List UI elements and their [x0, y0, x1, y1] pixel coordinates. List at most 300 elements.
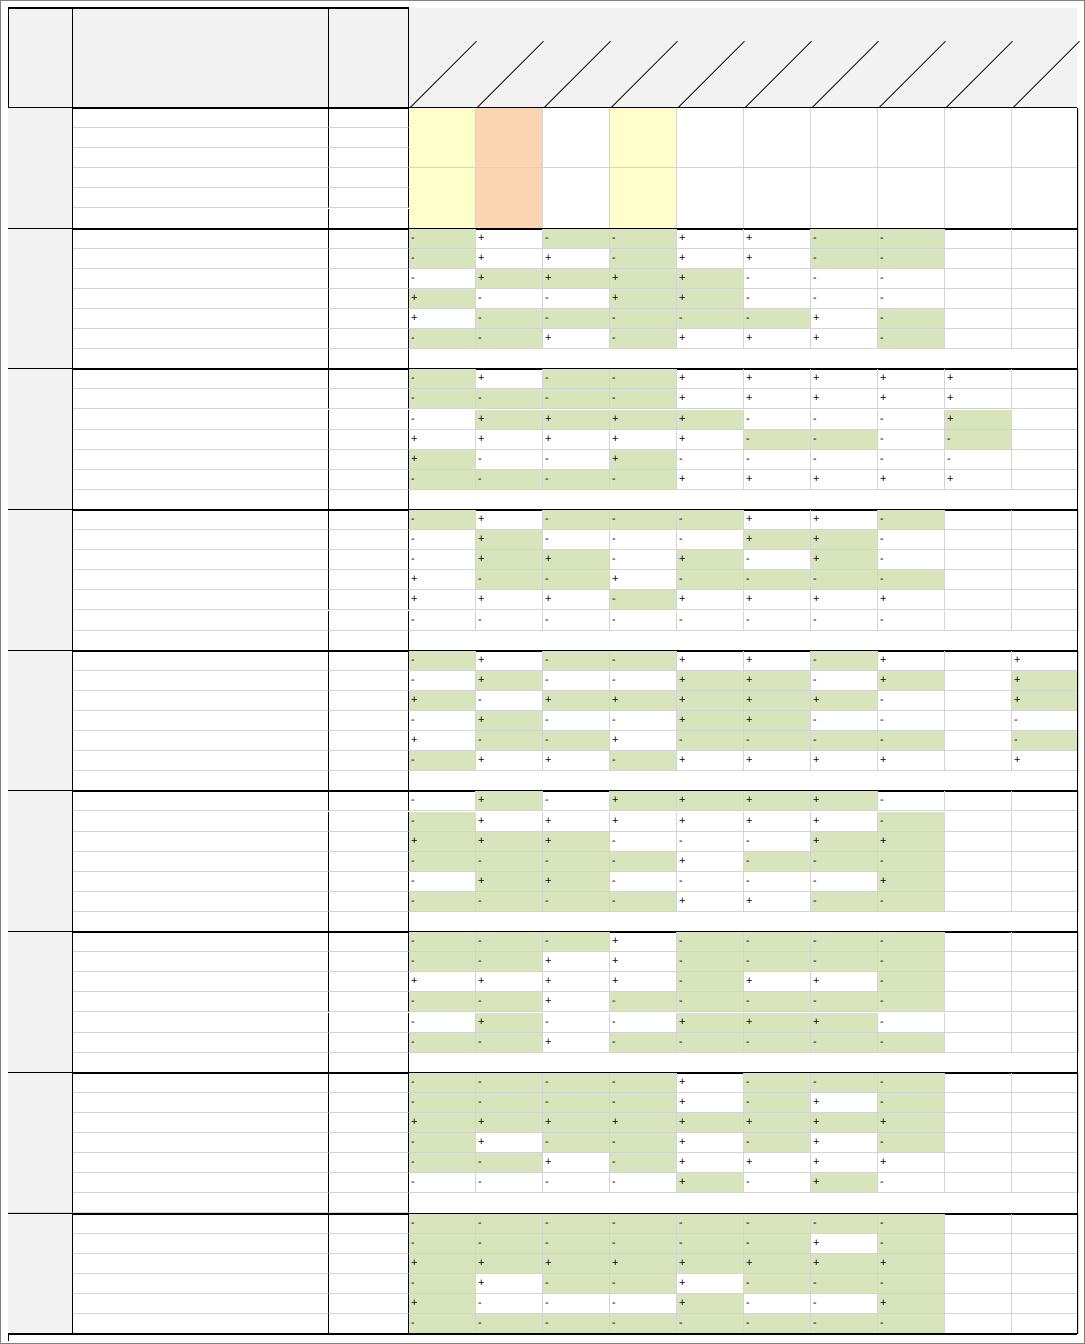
prediction-mark[interactable]: - — [543, 530, 610, 550]
prediction-mark[interactable]: + — [476, 249, 543, 269]
prediction-mark[interactable]: - — [811, 852, 878, 872]
prediction-mark[interactable]: + — [610, 972, 677, 992]
prediction-mark[interactable]: + — [811, 309, 878, 329]
prediction-mark[interactable]: - — [409, 751, 476, 771]
prediction-mark[interactable]: - — [811, 952, 878, 972]
prediction-mark[interactable]: + — [677, 590, 744, 610]
prediction-mark[interactable]: - — [811, 249, 878, 269]
prediction-mark[interactable]: - — [543, 892, 610, 912]
prediction-mark[interactable]: - — [945, 430, 1012, 450]
prediction-mark[interactable]: + — [878, 671, 945, 691]
prediction-mark[interactable]: - — [811, 1033, 878, 1053]
prediction-mark[interactable]: - — [811, 892, 878, 912]
prediction-mark[interactable]: + — [409, 832, 476, 852]
prediction-mark[interactable]: - — [476, 1234, 543, 1254]
prediction-mark[interactable]: + — [811, 832, 878, 852]
prediction-mark[interactable]: + — [677, 1153, 744, 1173]
prediction-mark[interactable]: - — [476, 470, 543, 490]
prediction-mark[interactable]: - — [811, 932, 878, 952]
prediction-mark[interactable]: + — [878, 872, 945, 892]
prediction-mark[interactable]: - — [610, 329, 677, 349]
prediction-mark[interactable]: + — [543, 972, 610, 992]
prediction-mark[interactable]: + — [677, 791, 744, 811]
prediction-mark[interactable]: + — [543, 269, 610, 289]
prediction-mark[interactable]: + — [677, 289, 744, 309]
prediction-mark[interactable]: - — [543, 791, 610, 811]
prediction-mark[interactable]: - — [409, 249, 476, 269]
prediction-mark[interactable]: - — [476, 1093, 543, 1113]
prediction-mark[interactable]: - — [744, 289, 811, 309]
prediction-mark[interactable]: + — [677, 550, 744, 570]
prediction-mark[interactable]: + — [543, 992, 610, 1012]
prediction-mark[interactable]: + — [476, 510, 543, 530]
prediction-mark[interactable]: + — [677, 269, 744, 289]
prediction-mark[interactable]: + — [811, 1093, 878, 1113]
prediction-mark[interactable]: + — [744, 510, 811, 530]
prediction-mark[interactable]: + — [878, 1113, 945, 1133]
prediction-mark[interactable]: + — [476, 229, 543, 249]
prediction-mark[interactable]: - — [811, 611, 878, 631]
prediction-mark[interactable]: + — [677, 329, 744, 349]
prediction-mark[interactable]: - — [744, 852, 811, 872]
prediction-mark[interactable]: - — [1012, 731, 1079, 751]
prediction-mark[interactable]: + — [409, 1113, 476, 1133]
prediction-mark[interactable]: + — [610, 269, 677, 289]
prediction-mark[interactable]: - — [409, 1314, 476, 1334]
prediction-mark[interactable]: - — [744, 1073, 811, 1093]
prediction-mark[interactable]: + — [543, 329, 610, 349]
prediction-mark[interactable]: + — [677, 470, 744, 490]
prediction-mark[interactable]: + — [476, 1013, 543, 1033]
prediction-mark[interactable]: + — [610, 1113, 677, 1133]
prediction-mark[interactable]: - — [878, 1214, 945, 1234]
prediction-mark[interactable]: - — [677, 1214, 744, 1234]
prediction-mark[interactable]: - — [610, 530, 677, 550]
prediction-mark[interactable]: - — [543, 671, 610, 691]
prediction-mark[interactable]: + — [677, 430, 744, 450]
prediction-mark[interactable]: - — [543, 1173, 610, 1193]
prediction-mark[interactable]: - — [878, 952, 945, 972]
prediction-mark[interactable]: - — [476, 992, 543, 1012]
prediction-mark[interactable]: + — [1012, 671, 1079, 691]
prediction-mark[interactable]: - — [744, 932, 811, 952]
prediction-mark[interactable]: + — [409, 309, 476, 329]
prediction-mark[interactable]: - — [610, 892, 677, 912]
prediction-mark[interactable]: - — [543, 932, 610, 952]
prediction-mark[interactable]: - — [409, 229, 476, 249]
prediction-mark[interactable]: - — [677, 952, 744, 972]
prediction-mark[interactable]: - — [476, 731, 543, 751]
prediction-mark[interactable]: - — [409, 510, 476, 530]
prediction-mark[interactable]: - — [610, 832, 677, 852]
prediction-mark[interactable]: - — [677, 611, 744, 631]
prediction-mark[interactable]: - — [610, 751, 677, 771]
prediction-mark[interactable]: + — [610, 691, 677, 711]
prediction-mark[interactable]: + — [610, 570, 677, 590]
prediction-mark[interactable]: - — [543, 852, 610, 872]
prediction-mark[interactable]: + — [677, 410, 744, 430]
prediction-mark[interactable]: - — [610, 1314, 677, 1334]
prediction-mark[interactable]: - — [945, 450, 1012, 470]
prediction-mark[interactable]: - — [409, 1234, 476, 1254]
prediction-mark[interactable]: + — [476, 872, 543, 892]
prediction-mark[interactable]: + — [610, 1254, 677, 1274]
prediction-mark[interactable]: + — [409, 972, 476, 992]
prediction-mark[interactable]: - — [811, 1274, 878, 1294]
prediction-mark[interactable]: + — [811, 1173, 878, 1193]
prediction-mark[interactable]: + — [476, 269, 543, 289]
prediction-mark[interactable]: + — [677, 1173, 744, 1193]
prediction-mark[interactable]: - — [878, 892, 945, 912]
prediction-mark[interactable]: + — [811, 389, 878, 409]
prediction-mark[interactable]: - — [610, 249, 677, 269]
prediction-mark[interactable]: + — [409, 590, 476, 610]
prediction-mark[interactable]: + — [878, 1254, 945, 1274]
prediction-mark[interactable]: + — [744, 329, 811, 349]
prediction-mark[interactable]: + — [878, 1294, 945, 1314]
prediction-mark[interactable]: - — [744, 410, 811, 430]
prediction-mark[interactable]: + — [744, 751, 811, 771]
prediction-mark[interactable]: - — [610, 992, 677, 1012]
prediction-mark[interactable]: - — [543, 289, 610, 309]
prediction-mark[interactable]: - — [409, 369, 476, 389]
prediction-mark[interactable]: + — [409, 450, 476, 470]
prediction-mark[interactable]: + — [543, 1033, 610, 1053]
prediction-mark[interactable]: + — [878, 369, 945, 389]
prediction-mark[interactable]: + — [744, 530, 811, 550]
prediction-mark[interactable]: - — [543, 470, 610, 490]
prediction-mark[interactable]: - — [476, 1294, 543, 1314]
prediction-mark[interactable]: - — [744, 611, 811, 631]
prediction-mark[interactable]: - — [878, 1093, 945, 1113]
prediction-mark[interactable]: + — [610, 932, 677, 952]
prediction-mark[interactable]: + — [409, 430, 476, 450]
prediction-mark[interactable]: - — [543, 1093, 610, 1113]
prediction-mark[interactable]: + — [610, 289, 677, 309]
prediction-mark[interactable]: + — [878, 470, 945, 490]
prediction-mark[interactable]: - — [811, 711, 878, 731]
prediction-mark[interactable]: + — [677, 812, 744, 832]
prediction-mark[interactable]: + — [409, 289, 476, 309]
prediction-mark[interactable]: - — [878, 932, 945, 952]
prediction-mark[interactable]: + — [945, 389, 1012, 409]
prediction-mark[interactable]: - — [610, 611, 677, 631]
prediction-mark[interactable]: + — [476, 1113, 543, 1133]
prediction-mark[interactable]: + — [543, 410, 610, 430]
prediction-mark[interactable]: - — [409, 550, 476, 570]
prediction-mark[interactable]: - — [409, 1013, 476, 1033]
prediction-mark[interactable]: - — [811, 570, 878, 590]
prediction-mark[interactable]: + — [677, 1013, 744, 1033]
prediction-mark[interactable]: + — [811, 1013, 878, 1033]
prediction-mark[interactable]: - — [610, 369, 677, 389]
prediction-mark[interactable]: + — [744, 671, 811, 691]
prediction-mark[interactable]: - — [677, 731, 744, 751]
prediction-mark[interactable]: - — [811, 450, 878, 470]
prediction-mark[interactable]: - — [543, 1294, 610, 1314]
prediction-mark[interactable]: - — [409, 791, 476, 811]
prediction-mark[interactable]: - — [878, 611, 945, 631]
prediction-mark[interactable]: - — [543, 1314, 610, 1334]
prediction-mark[interactable]: + — [811, 1113, 878, 1133]
prediction-mark[interactable]: - — [878, 269, 945, 289]
prediction-mark[interactable]: - — [610, 510, 677, 530]
prediction-mark[interactable]: - — [878, 1133, 945, 1153]
prediction-mark[interactable]: - — [610, 651, 677, 671]
prediction-mark[interactable]: + — [677, 671, 744, 691]
prediction-mark[interactable]: - — [878, 1013, 945, 1033]
prediction-mark[interactable]: - — [744, 269, 811, 289]
prediction-mark[interactable]: - — [476, 691, 543, 711]
prediction-mark[interactable]: - — [1012, 711, 1079, 731]
prediction-mark[interactable]: - — [610, 1234, 677, 1254]
prediction-mark[interactable]: - — [744, 952, 811, 972]
prediction-mark[interactable]: - — [878, 550, 945, 570]
prediction-mark[interactable]: + — [476, 1274, 543, 1294]
prediction-mark[interactable]: + — [476, 430, 543, 450]
prediction-mark[interactable]: - — [409, 1133, 476, 1153]
prediction-mark[interactable]: + — [811, 510, 878, 530]
prediction-mark[interactable]: + — [543, 430, 610, 450]
prediction-mark[interactable]: + — [610, 410, 677, 430]
prediction-mark[interactable]: - — [878, 731, 945, 751]
prediction-mark[interactable]: + — [409, 1254, 476, 1274]
prediction-mark[interactable]: + — [811, 550, 878, 570]
prediction-mark[interactable]: - — [476, 570, 543, 590]
prediction-mark[interactable]: - — [409, 952, 476, 972]
prediction-mark[interactable]: - — [744, 550, 811, 570]
prediction-mark[interactable]: - — [878, 249, 945, 269]
prediction-mark[interactable]: + — [811, 1153, 878, 1173]
prediction-mark[interactable]: + — [945, 410, 1012, 430]
prediction-mark[interactable]: + — [811, 1254, 878, 1274]
prediction-mark[interactable]: - — [476, 1214, 543, 1234]
prediction-mark[interactable]: - — [677, 1234, 744, 1254]
prediction-mark[interactable]: - — [409, 852, 476, 872]
prediction-mark[interactable]: + — [878, 832, 945, 852]
prediction-mark[interactable]: + — [476, 751, 543, 771]
prediction-mark[interactable]: + — [677, 1073, 744, 1093]
prediction-mark[interactable]: - — [677, 1033, 744, 1053]
prediction-mark[interactable]: - — [409, 872, 476, 892]
prediction-mark[interactable]: + — [610, 731, 677, 751]
prediction-mark[interactable]: - — [878, 410, 945, 430]
prediction-mark[interactable]: + — [476, 530, 543, 550]
prediction-mark[interactable]: - — [543, 651, 610, 671]
prediction-mark[interactable]: + — [811, 530, 878, 550]
prediction-mark[interactable]: + — [610, 952, 677, 972]
prediction-mark[interactable]: - — [811, 992, 878, 1012]
prediction-mark[interactable]: - — [811, 410, 878, 430]
prediction-mark[interactable]: - — [409, 470, 476, 490]
prediction-mark[interactable]: - — [476, 892, 543, 912]
prediction-mark[interactable]: - — [409, 269, 476, 289]
prediction-mark[interactable]: - — [811, 872, 878, 892]
prediction-mark[interactable]: - — [878, 329, 945, 349]
prediction-mark[interactable]: - — [744, 1294, 811, 1314]
prediction-mark[interactable]: + — [476, 651, 543, 671]
prediction-mark[interactable]: + — [744, 249, 811, 269]
prediction-mark[interactable]: + — [677, 1093, 744, 1113]
prediction-mark[interactable]: + — [811, 470, 878, 490]
prediction-mark[interactable]: - — [610, 1093, 677, 1113]
prediction-mark[interactable]: - — [878, 450, 945, 470]
prediction-mark[interactable]: + — [744, 369, 811, 389]
prediction-mark[interactable]: + — [744, 1113, 811, 1133]
prediction-mark[interactable]: + — [610, 812, 677, 832]
prediction-mark[interactable]: - — [543, 1013, 610, 1033]
prediction-mark[interactable]: + — [409, 570, 476, 590]
prediction-mark[interactable]: - — [878, 289, 945, 309]
prediction-mark[interactable]: - — [811, 430, 878, 450]
prediction-mark[interactable]: - — [476, 952, 543, 972]
prediction-mark[interactable]: - — [409, 329, 476, 349]
prediction-mark[interactable]: + — [811, 812, 878, 832]
prediction-mark[interactable]: + — [610, 791, 677, 811]
prediction-mark[interactable]: - — [878, 1314, 945, 1334]
prediction-mark[interactable]: - — [409, 812, 476, 832]
prediction-mark[interactable]: - — [677, 510, 744, 530]
prediction-mark[interactable]: - — [878, 530, 945, 550]
prediction-mark[interactable]: - — [677, 972, 744, 992]
prediction-mark[interactable]: - — [610, 671, 677, 691]
prediction-mark[interactable]: - — [610, 1173, 677, 1193]
prediction-mark[interactable]: - — [409, 711, 476, 731]
prediction-mark[interactable]: - — [476, 1314, 543, 1334]
prediction-mark[interactable]: + — [677, 1254, 744, 1274]
prediction-mark[interactable]: + — [744, 470, 811, 490]
prediction-mark[interactable]: - — [543, 450, 610, 470]
prediction-mark[interactable]: - — [744, 1173, 811, 1193]
prediction-mark[interactable]: - — [811, 731, 878, 751]
prediction-mark[interactable]: - — [744, 570, 811, 590]
prediction-mark[interactable]: + — [878, 651, 945, 671]
prediction-mark[interactable]: + — [744, 590, 811, 610]
prediction-mark[interactable]: - — [543, 510, 610, 530]
prediction-mark[interactable]: + — [744, 691, 811, 711]
prediction-mark[interactable]: + — [744, 1254, 811, 1274]
prediction-mark[interactable]: - — [409, 410, 476, 430]
prediction-mark[interactable]: + — [476, 1254, 543, 1274]
prediction-mark[interactable]: - — [476, 289, 543, 309]
prediction-mark[interactable]: - — [476, 852, 543, 872]
prediction-mark[interactable]: - — [409, 389, 476, 409]
prediction-mark[interactable]: + — [878, 590, 945, 610]
prediction-mark[interactable]: + — [811, 329, 878, 349]
prediction-mark[interactable]: - — [744, 1274, 811, 1294]
prediction-mark[interactable]: + — [811, 369, 878, 389]
prediction-mark[interactable]: - — [878, 570, 945, 590]
prediction-mark[interactable]: + — [409, 731, 476, 751]
prediction-mark[interactable]: + — [409, 691, 476, 711]
prediction-mark[interactable]: - — [543, 309, 610, 329]
prediction-mark[interactable]: - — [409, 1033, 476, 1053]
prediction-mark[interactable]: + — [744, 229, 811, 249]
prediction-mark[interactable]: + — [677, 249, 744, 269]
prediction-mark[interactable]: + — [476, 369, 543, 389]
prediction-mark[interactable]: + — [811, 972, 878, 992]
prediction-mark[interactable]: - — [543, 369, 610, 389]
prediction-mark[interactable]: + — [543, 1113, 610, 1133]
prediction-mark[interactable]: - — [610, 1214, 677, 1234]
prediction-mark[interactable]: + — [677, 369, 744, 389]
prediction-mark[interactable]: - — [744, 1234, 811, 1254]
prediction-mark[interactable]: - — [409, 651, 476, 671]
prediction-mark[interactable]: - — [677, 872, 744, 892]
prediction-mark[interactable]: - — [878, 309, 945, 329]
prediction-mark[interactable]: - — [610, 711, 677, 731]
prediction-mark[interactable]: - — [744, 430, 811, 450]
prediction-mark[interactable]: - — [677, 309, 744, 329]
prediction-mark[interactable]: + — [744, 1013, 811, 1033]
prediction-mark[interactable]: - — [878, 812, 945, 832]
prediction-mark[interactable]: + — [543, 550, 610, 570]
prediction-mark[interactable]: + — [1012, 751, 1079, 771]
prediction-mark[interactable]: - — [409, 671, 476, 691]
prediction-mark[interactable]: + — [677, 751, 744, 771]
prediction-mark[interactable]: - — [543, 229, 610, 249]
prediction-mark[interactable]: - — [543, 1274, 610, 1294]
prediction-mark[interactable]: - — [878, 691, 945, 711]
prediction-mark[interactable]: + — [476, 671, 543, 691]
prediction-mark[interactable]: + — [945, 369, 1012, 389]
prediction-mark[interactable]: - — [744, 309, 811, 329]
prediction-mark[interactable]: - — [476, 932, 543, 952]
prediction-mark[interactable]: - — [878, 1033, 945, 1053]
prediction-mark[interactable]: + — [476, 590, 543, 610]
prediction-mark[interactable]: + — [677, 229, 744, 249]
prediction-mark[interactable]: - — [409, 892, 476, 912]
prediction-mark[interactable]: - — [744, 872, 811, 892]
prediction-mark[interactable]: - — [409, 932, 476, 952]
prediction-mark[interactable]: - — [543, 389, 610, 409]
prediction-mark[interactable]: - — [476, 1073, 543, 1093]
prediction-mark[interactable]: - — [409, 992, 476, 1012]
prediction-mark[interactable]: - — [610, 1294, 677, 1314]
prediction-mark[interactable]: + — [878, 389, 945, 409]
prediction-mark[interactable]: + — [677, 1133, 744, 1153]
prediction-mark[interactable]: - — [476, 611, 543, 631]
prediction-mark[interactable]: - — [878, 1234, 945, 1254]
prediction-mark[interactable]: + — [543, 1153, 610, 1173]
prediction-mark[interactable]: + — [677, 389, 744, 409]
prediction-mark[interactable]: - — [677, 570, 744, 590]
prediction-mark[interactable]: + — [744, 892, 811, 912]
prediction-mark[interactable]: + — [677, 1274, 744, 1294]
prediction-mark[interactable]: - — [744, 731, 811, 751]
prediction-mark[interactable]: - — [878, 791, 945, 811]
prediction-mark[interactable]: - — [677, 832, 744, 852]
prediction-mark[interactable]: - — [878, 430, 945, 450]
prediction-mark[interactable]: - — [610, 1033, 677, 1053]
prediction-mark[interactable]: - — [610, 1133, 677, 1153]
prediction-mark[interactable]: - — [744, 1214, 811, 1234]
prediction-mark[interactable]: - — [811, 1214, 878, 1234]
prediction-mark[interactable]: + — [677, 892, 744, 912]
prediction-mark[interactable]: + — [677, 1113, 744, 1133]
prediction-mark[interactable]: - — [476, 1173, 543, 1193]
prediction-mark[interactable]: - — [610, 470, 677, 490]
prediction-mark[interactable]: + — [744, 972, 811, 992]
prediction-mark[interactable]: - — [878, 711, 945, 731]
prediction-mark[interactable]: - — [878, 992, 945, 1012]
prediction-mark[interactable]: + — [543, 590, 610, 610]
prediction-mark[interactable]: - — [677, 1314, 744, 1334]
prediction-mark[interactable]: + — [1012, 651, 1079, 671]
prediction-mark[interactable]: - — [677, 992, 744, 1012]
prediction-mark[interactable]: - — [811, 1073, 878, 1093]
prediction-mark[interactable]: - — [878, 510, 945, 530]
